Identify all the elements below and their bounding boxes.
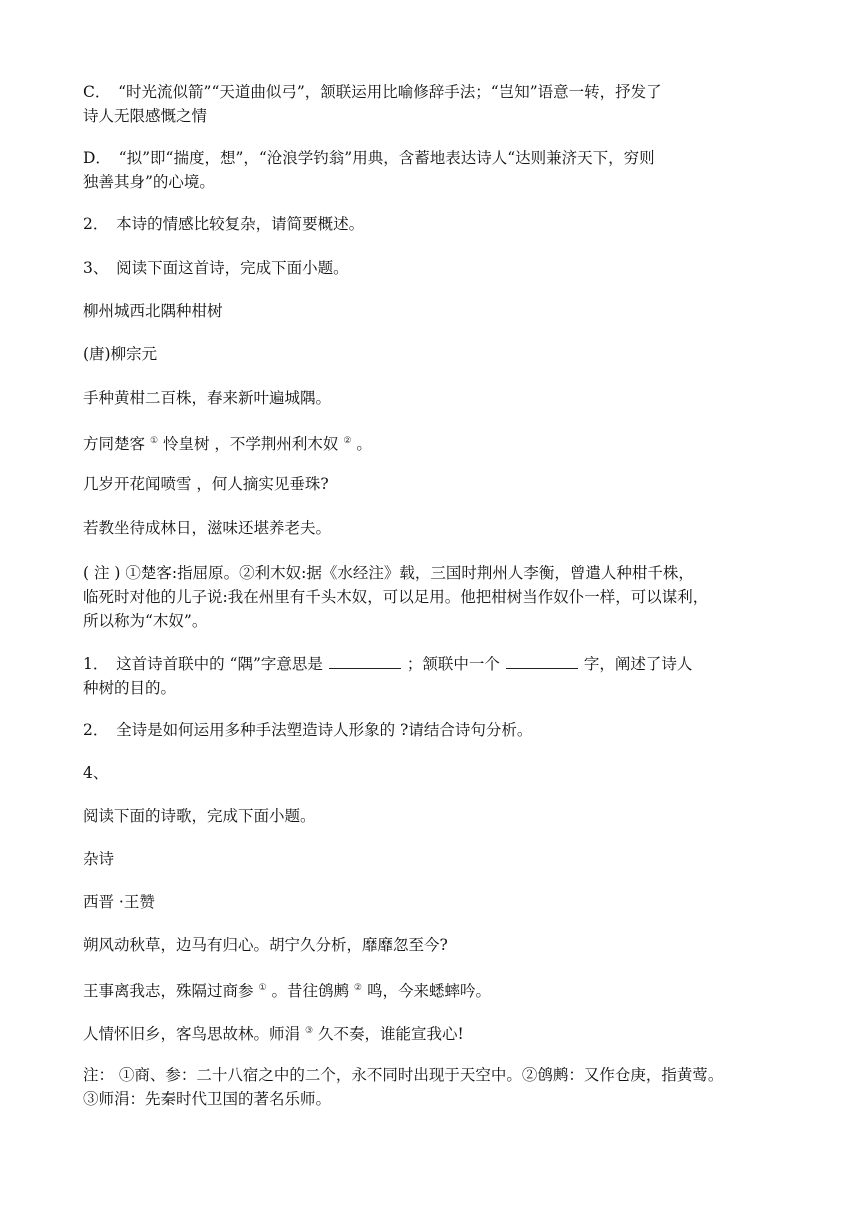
option-c-line-1: C． “时光流似箭”“天道曲似弓”，颔联运用比喻修辞手法；“岂知”语意一转，抒发了: [83, 83, 662, 101]
question-3-1-part-c: 字，阐述了诗人: [583, 655, 693, 673]
poem-2-note-line-2: ③师涓：先秦时代卫国的著名乐师。: [83, 1090, 332, 1108]
poem-1-line-1: 手种黄柑二百株，春来新叶遍城隅。: [83, 389, 332, 407]
option-c-line-2: 诗人无限感慨之情: [83, 107, 208, 125]
poem-1-note-line-1: ( 注 ) ①楚客:指屈原。②利木奴:据《水经注》载，三国时荆州人李衡，曾遣人种柑千株，: [83, 564, 694, 582]
poem-1-line-2-part-b: 怜皇树 ，不学荆州利木奴: [162, 435, 339, 453]
poem-1-author: (唐)柳宗元: [83, 345, 158, 363]
poem-2-line-2-part-b: 。昔往鸧鹒: [271, 982, 349, 1000]
question-3-1-part-b: ；颔联中一个: [406, 655, 500, 673]
question-3-1-line-1: [83, 652, 783, 676]
poem-2-line-2-part-a: 王事离我志，殊隔过商参: [83, 982, 254, 1000]
poem-2-line-2: [83, 976, 783, 1003]
poem-2-line-3-part-b: 久不奏，谁能宣我心!: [317, 1025, 464, 1043]
poem-1-line-2: [83, 429, 783, 456]
poem-1-note-line-2: 临死时对他的儿子说:我在州里有千头木奴，可以足用。他把柑树当作奴仆一样，可以谋利，: [83, 588, 709, 606]
poem-1-note-line-3: 所以称为“木奴”。: [83, 612, 208, 630]
poem-2-line-1: 朔风动秋草，边马有归心。胡宁久分析，靡靡忽至今?: [83, 936, 448, 954]
poem-1-line-2-part-a: 方同楚客: [83, 435, 146, 453]
poem-1-line-4: 若教坐待成林日，滋味还堪养老夫。: [83, 519, 332, 537]
question-2-prompt: 2． 本诗的情感比较复杂，请简要概述。: [83, 215, 365, 233]
section-4-heading: 4、: [83, 764, 109, 782]
footnote-marker-1: ①: [149, 436, 159, 446]
section-3-heading: 3、 阅读下面这首诗，完成下面小题。: [83, 259, 349, 277]
poem-2-title: 杂诗: [83, 850, 115, 868]
question-3-2-prompt: 2． 全诗是如何运用多种手法塑造诗人形象的 ?请结合诗句分析。: [83, 721, 533, 739]
poem-2-author: 西晋 ·王赞: [83, 893, 155, 911]
poem-2-note-line-1: 注： ①商、参：二十八宿之中的二个，永不同时出现于天空中。②鸧鹒：又作仓庚，指黄莺。: [83, 1066, 724, 1084]
option-d-line-1: D． “拟”即“揣度，想”，“沧浪学钓翁”用典，含蓄地表达诗人“达则兼济天下，穷则: [83, 149, 655, 167]
question-3-1-part-a: 1． 这首诗首联中的 “隅”字意思是: [83, 655, 323, 673]
poem-2-line-3-part-a: 人情怀旧乡，客鸟思故林。师涓: [83, 1025, 301, 1043]
footnote-marker-5: ③: [304, 1026, 314, 1036]
section-4-intro: 阅读下面的诗歌，完成下面小题。: [83, 807, 316, 825]
poem-2-line-2-part-c: 鸣，今来蟋蟀吟。: [366, 982, 491, 1000]
answer-blank-1[interactable]: [329, 654, 401, 669]
footnote-marker-4: ②: [353, 983, 362, 993]
poem-2-line-3: [83, 1019, 783, 1046]
footnote-marker-3: ①: [258, 983, 267, 993]
poem-1-title: 柳州城西北隅种柑树: [83, 302, 223, 320]
footnote-marker-2: ②: [343, 436, 352, 446]
question-3-1-line-2: 种树的目的。: [83, 679, 177, 697]
poem-1-line-3: 几岁开花闻喷雪 ，何人摘实见垂珠?: [83, 475, 329, 493]
option-d-line-2: 独善其身”的心境。: [83, 173, 215, 191]
poem-1-line-2-part-c: 。: [356, 435, 372, 453]
answer-blank-2[interactable]: [506, 654, 578, 669]
